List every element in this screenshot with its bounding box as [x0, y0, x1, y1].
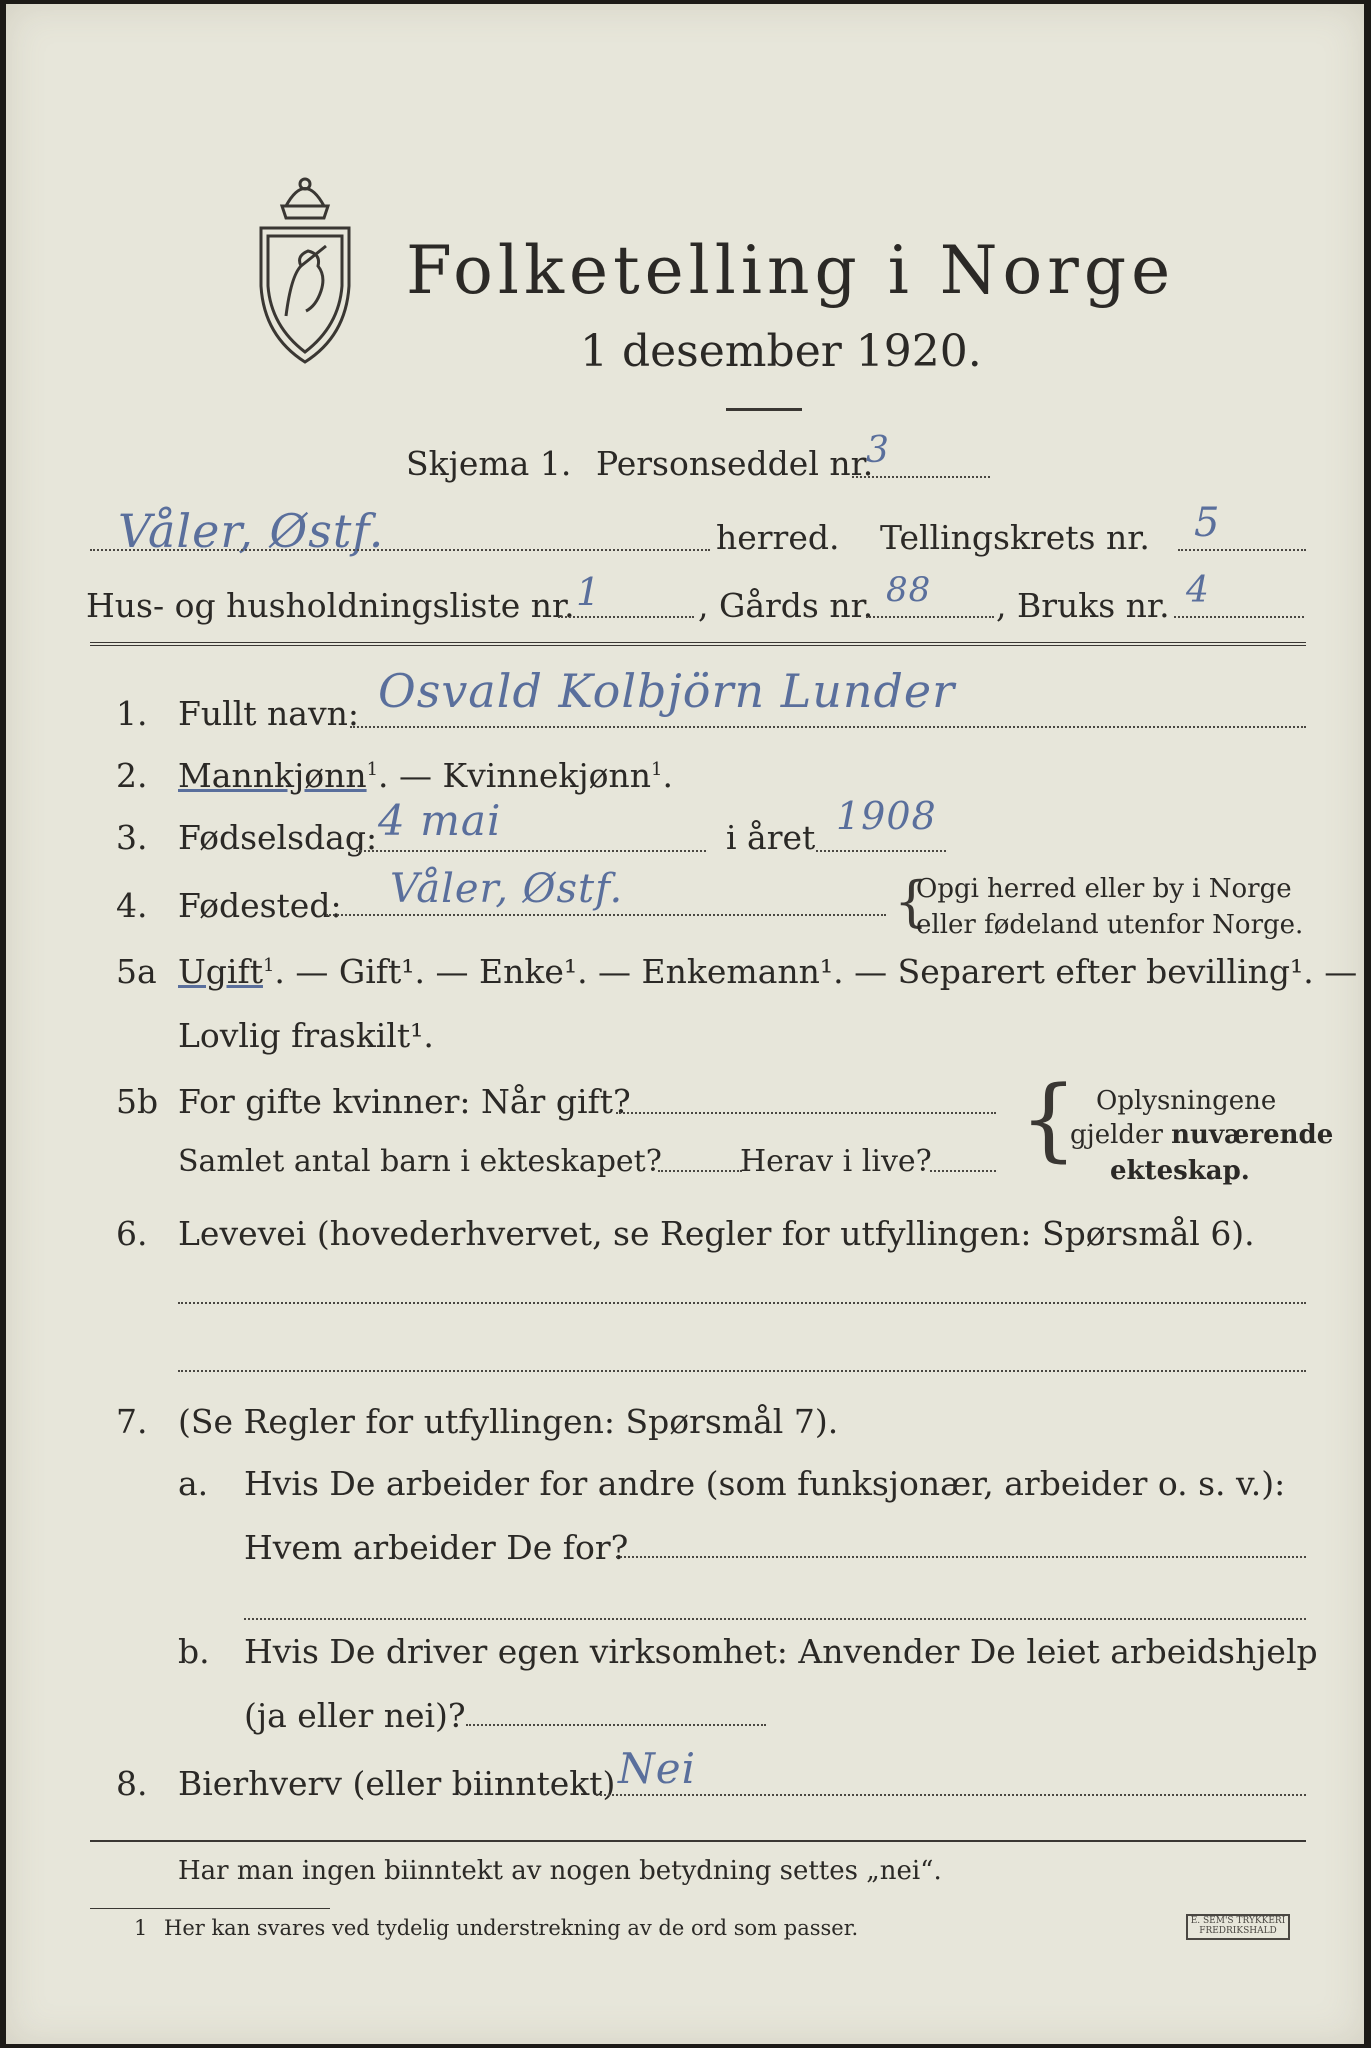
q7a-employer-label: Hvem arbeider De for?: [244, 1528, 629, 1567]
q5a-line-2[interactable]: Lovlig fraskilt¹.: [178, 1016, 434, 1055]
gards-label: , Gårds nr.: [698, 586, 874, 625]
q3-year-line: [816, 850, 946, 852]
q5a-other-options[interactable]: . — Gift¹. — Enke¹. — Enkemann¹. — Separert efter bevilling¹. —: [274, 952, 1358, 991]
footnote-mark: 1: [134, 1916, 148, 1940]
q4-birthplace-value[interactable]: Våler, Østf.: [390, 866, 624, 912]
q7b-answer-label: (ja eller nei)?: [244, 1696, 466, 1735]
q5b-married-line: [616, 1112, 996, 1114]
personseddel-line: [852, 476, 990, 478]
census-date: 1 desember 1920.: [580, 326, 982, 377]
q1-line: [350, 726, 1306, 728]
q3-birthday-value[interactable]: 4 mai: [378, 796, 502, 845]
q3-number: 3.: [116, 818, 148, 857]
hus-line: [558, 616, 694, 618]
q5b-children-line: [658, 1170, 742, 1172]
q7b-label: Hvis De driver egen virksomhet: Anvender De leiet arbeidshjelp: [244, 1632, 1318, 1671]
q7a-letter: a.: [178, 1464, 209, 1503]
q5b-children-label: Samlet antal barn i ekteskapet?: [178, 1144, 662, 1179]
q8-number: 8.: [116, 1764, 148, 1803]
tellingskrets-value[interactable]: 5: [1194, 500, 1221, 546]
q6-number: 6.: [116, 1214, 148, 1253]
footer-note: Har man ingen biinntekt av nogen betydning settes „nei“.: [178, 1856, 942, 1886]
q2-female-option[interactable]: Kvinnekjønn: [442, 756, 652, 795]
q5a-options: Ugift$^1$. — Gift¹. — Enke¹. — Enkemann¹. — Separert efter bevilling¹. —: [178, 952, 1358, 991]
hus-value[interactable]: 1: [576, 570, 602, 614]
q6-label: Levevei (hovederhvervet, se Regler for utfyllingen: Spørsmål 6).: [178, 1214, 1255, 1253]
q7a-employer-line[interactable]: [616, 1556, 1306, 1558]
title-divider: [726, 408, 802, 411]
q1-full-name[interactable]: Osvald Kolbjörn Lunder: [378, 664, 956, 718]
q7a-label: Hvis De arbeider for andre (som funksjonær, arbeider o. s. v.):: [244, 1464, 1286, 1503]
form-title: Folketelling i Norge: [406, 232, 1176, 309]
bruks-value[interactable]: 4: [1186, 570, 1210, 611]
q5b-number: 5b: [116, 1082, 159, 1121]
q1-number: 1.: [116, 694, 148, 733]
bruks-label: , Bruks nr.: [996, 586, 1170, 625]
herred-line: [90, 549, 710, 551]
q1-label: Fullt navn:: [178, 694, 359, 733]
q6-line-2[interactable]: [178, 1370, 1306, 1372]
q7-label: (Se Regler for utfyllingen: Spørsmål 7).: [178, 1402, 839, 1441]
q8-label: Bierhverv (eller biinntekt): [178, 1764, 616, 1803]
tellingskrets-label: Tellingskrets nr.: [880, 518, 1150, 557]
q2-options: Mannkjønn$^1$. — Kvinnekjønn$^1$.: [178, 756, 673, 795]
herred-label: herred.: [716, 518, 840, 557]
q5b-alive-label: Herav i live?: [740, 1144, 932, 1179]
q2-male-option[interactable]: Mannkjønn: [178, 756, 367, 795]
q3-label: Fødselsdag:: [178, 818, 378, 857]
q5b-note-brace: {: [1020, 1067, 1078, 1172]
q4-note-line-2: eller fødeland utenfor Norge.: [916, 910, 1304, 940]
tellingskrets-line: [1178, 549, 1306, 551]
q4-label: Fødested:: [178, 886, 342, 925]
personseddel-value[interactable]: 3: [866, 430, 890, 471]
q3-year-value[interactable]: 1908: [836, 794, 937, 838]
q7-number: 7.: [116, 1402, 148, 1441]
bruks-line: [1174, 616, 1304, 618]
herred-value[interactable]: Våler, Østf.: [118, 504, 385, 558]
footer-divider: [90, 1840, 1306, 1842]
q2-number: 2.: [116, 756, 148, 795]
q7b-answer-line[interactable]: [466, 1724, 766, 1726]
q5a-ugift-option[interactable]: Ugift: [178, 952, 263, 991]
q3-birthday-line: [356, 850, 706, 852]
q8-value[interactable]: Nei: [618, 1744, 697, 1793]
skjema-label: Skjema 1.: [406, 444, 572, 483]
q4-line: [326, 914, 886, 916]
q7b-letter: b.: [178, 1632, 210, 1671]
gards-line: [866, 616, 994, 618]
q5b-note-line-2: gjelder nuværende: [1070, 1120, 1334, 1150]
footnote-rule: [90, 1908, 330, 1909]
q4-number: 4.: [116, 886, 148, 925]
header-divider: [90, 642, 1306, 646]
q4-note-brace: {: [894, 870, 929, 933]
q8-line: [596, 1794, 1306, 1796]
q5a-number: 5a: [116, 952, 157, 991]
coat-of-arms-icon: [246, 166, 364, 366]
footnote-text: Her kan svares ved tydelig understrekning av de ord som passer.: [164, 1916, 859, 1940]
hus-label: Hus- og husholdningsliste nr.: [86, 586, 575, 625]
q4-note-line-1: Opgi herred eller by i Norge: [916, 874, 1292, 904]
q5b-alive-line: [930, 1170, 996, 1172]
q5b-married-label: For gifte kvinner: Når gift?: [178, 1082, 631, 1121]
personseddel-label: Personseddel nr.: [596, 444, 874, 483]
census-form: [6, 4, 1364, 2044]
q3-year-label: i året: [726, 818, 816, 857]
q2-separator: . —: [378, 756, 443, 795]
q7a-employer-line-2[interactable]: [244, 1618, 1306, 1620]
q5b-note-line-3: ekteskap.: [1110, 1156, 1250, 1186]
printer-stamp: E. SEM'S TRYKKERI FREDRIKSHALD: [1186, 1914, 1290, 1940]
gards-value[interactable]: 88: [886, 570, 932, 610]
q5b-note-line-1: Oplysningene: [1096, 1086, 1277, 1116]
q6-line-1[interactable]: [178, 1302, 1306, 1304]
